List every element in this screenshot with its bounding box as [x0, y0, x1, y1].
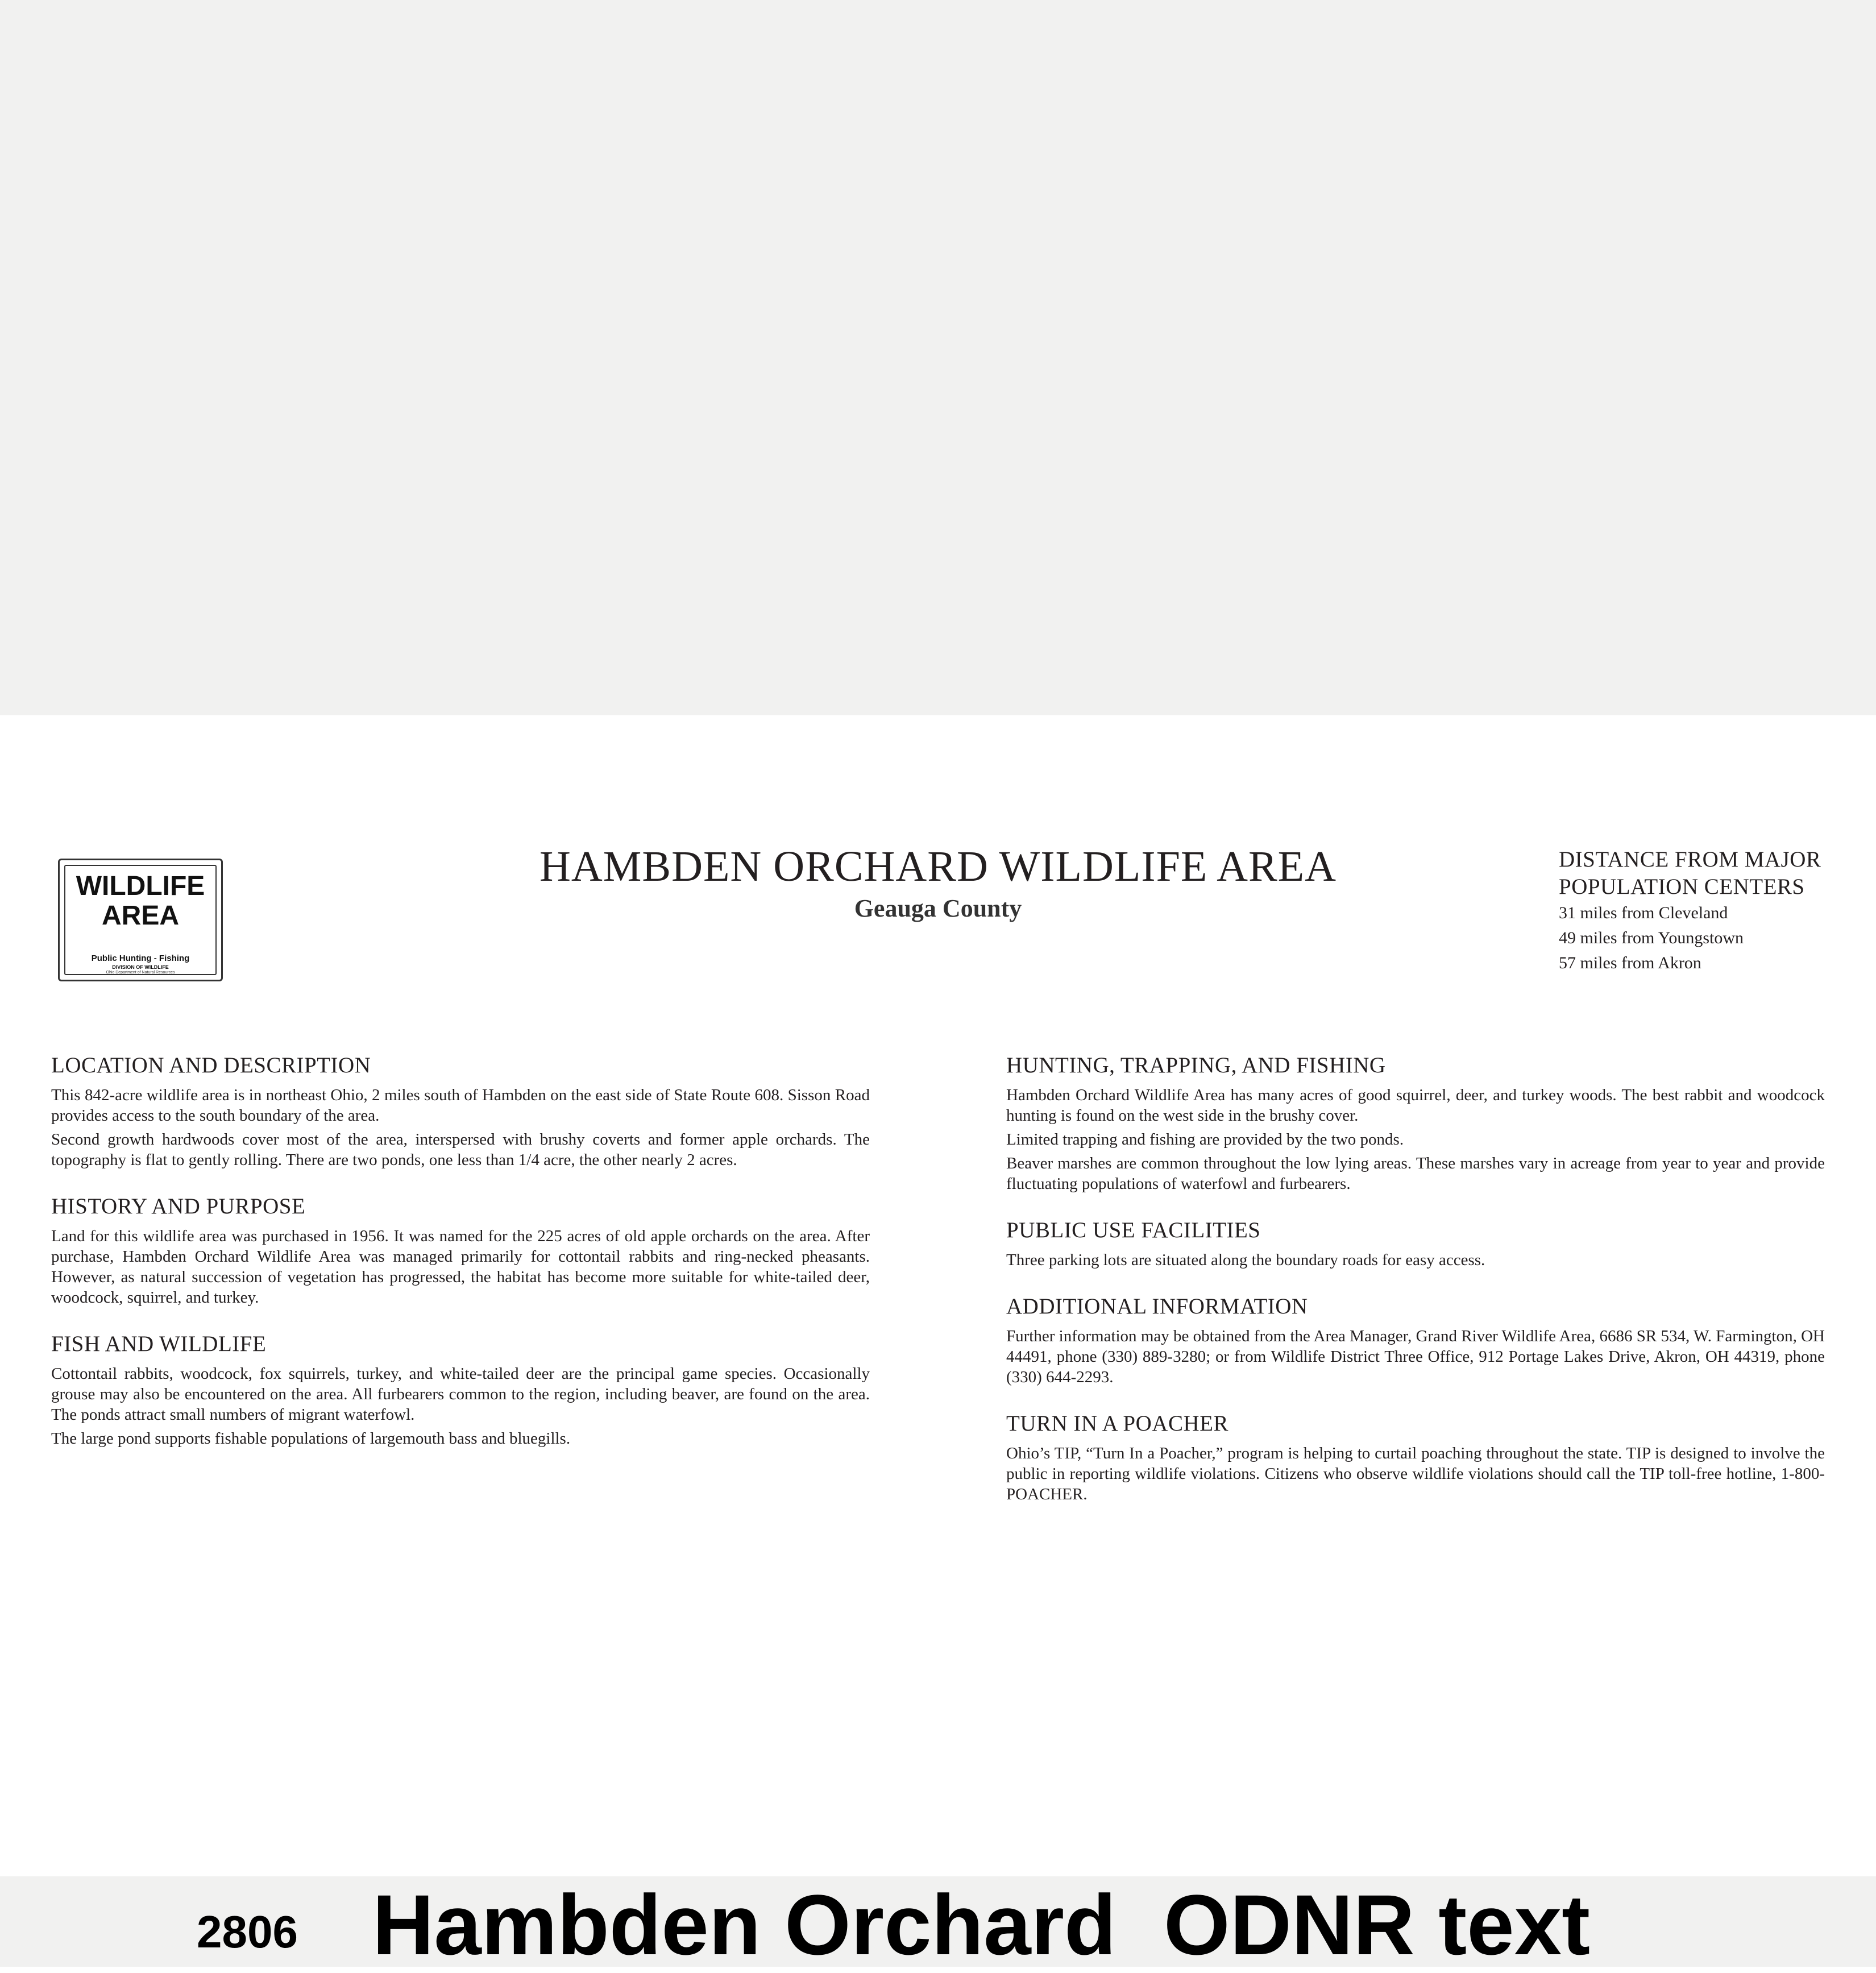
- footer-title: Hambden Orchard ODNR text: [372, 1877, 1591, 1972]
- section-heading: ADDITIONAL INFORMATION: [1006, 1294, 1308, 1319]
- section-paragraph: Land for this wildlife area was purchased in 1956. It was named for the 225 acres of old apple orchards on the area. After purchase, Hambden Orchard Wildlife Area was managed primarily for cottontail rabbits and ring-necked pheasants. However, as natural succession of vegetation has progressed, the habitat has become more suitable for white-tailed deer, woodcock, squirrel, and turkey.: [51, 1227, 870, 1307]
- section-history: [51, 1193, 870, 1308]
- section-location: [51, 1052, 870, 1170]
- section-heading: FISH AND WILDLIFE: [51, 1332, 267, 1356]
- footer-band: [0, 1876, 1876, 1972]
- sign-line-division: DIVISION OF WILDLIFE: [112, 964, 169, 970]
- section-hunting: [1006, 1052, 1825, 1194]
- sign-line-public: Public Hunting - Fishing: [91, 954, 190, 963]
- wildlife-area-sign: [58, 859, 223, 981]
- section-paragraph: This 842-acre wildlife area is in northeast Ohio, 2 miles south of Hambden on the east side of State Route 608. Sisson Road provides access to the south boundary of the area.: [51, 1086, 870, 1125]
- right-column: [1006, 1052, 1825, 1527]
- sign-line-area: AREA: [101, 901, 179, 931]
- section-paragraph: Beaver marshes are common throughout the low lying areas. These marshes vary in acreage from year to year and provide fluctuating populations of waterfowl and furbearers.: [1006, 1154, 1825, 1193]
- distance-item: 49 miles from Youngstown: [1559, 929, 1744, 947]
- section-heading: PUBLIC USE FACILITIES: [1006, 1218, 1261, 1242]
- section-paragraph: Further information may be obtained from the Area Manager, Grand River Wildlife Area, 6686 SR 534, W. Farmington, OH 44491, phone (330) 889-3280; or from Wildlife District Three Office, 912 Portage Lakes Drive, Akron, OH 44319, phone (330) 644-2293.: [1006, 1327, 1825, 1386]
- section-heading: HISTORY AND PURPOSE: [51, 1194, 306, 1218]
- sign-line-department: Ohio Department of Natural Resources: [106, 971, 175, 975]
- sign-border: [64, 865, 217, 975]
- title-block: [455, 840, 1421, 925]
- section-paragraph: Cottontail rabbits, woodcock, fox squirrels, turkey, and white-tailed deer are the principal game species. Occasionally grouse may also be encountered on the area. All furbearers common to the region, including beaver, are found on the area. The ponds attract small numbers of migrant waterfowl.: [51, 1365, 870, 1424]
- section-public-use: [1006, 1217, 1825, 1270]
- distance-heading-2: POPULATION CENTERS: [1559, 874, 1805, 899]
- section-paragraph: Ohio’s TIP, “Turn In a Poacher,” program is helping to curtail poaching throughout the state. TIP is designed to involve the public in reporting wildlife violations. Citizens who observe wildlife violations should call the TIP toll-free hotline, 1-800-POACHER.: [1006, 1444, 1825, 1503]
- section-paragraph: Second growth hardwoods cover most of the area, interspersed with brushy coverts and former apple orchards. The topography is flat to gently rolling. There are two ponds, one less than 1/4 acre, the other nearly 2 acres.: [51, 1130, 870, 1169]
- blank-top-band: [0, 0, 1876, 715]
- section-additional-info: [1006, 1293, 1825, 1387]
- section-fish-wildlife: [51, 1330, 870, 1449]
- distance-box: [1559, 846, 1854, 976]
- distance-heading-1: DISTANCE FROM MAJOR: [1559, 847, 1821, 872]
- section-paragraph: Hambden Orchard Wildlife Area has many acres of good squirrel, deer, and turkey woods. The best rabbit and woodcock hunting is found on the west side in the brushy cover.: [1006, 1086, 1825, 1125]
- distance-item: 31 miles from Cleveland: [1559, 903, 1728, 922]
- county-subtitle: Geauga County: [854, 894, 1022, 922]
- section-paragraph: Three parking lots are situated along the boundary roads for easy access.: [1006, 1251, 1485, 1269]
- section-paragraph: The large pond supports fishable populations of largemouth bass and bluegills.: [51, 1429, 571, 1448]
- section-poacher: [1006, 1410, 1825, 1504]
- sign-line-wildlife: WILDLIFE: [76, 871, 205, 901]
- page-title: HAMBDEN ORCHARD WILDLIFE AREA: [539, 843, 1337, 890]
- footer-number: 2806: [197, 1906, 298, 1957]
- section-paragraph: Limited trapping and fishing are provided by the two ponds.: [1006, 1130, 1404, 1149]
- section-heading: LOCATION AND DESCRIPTION: [51, 1053, 371, 1077]
- left-column: [51, 1052, 870, 1472]
- section-heading: TURN IN A POACHER: [1006, 1411, 1228, 1436]
- section-heading: HUNTING, TRAPPING, AND FISHING: [1006, 1053, 1386, 1077]
- distance-item: 57 miles from Akron: [1559, 954, 1701, 972]
